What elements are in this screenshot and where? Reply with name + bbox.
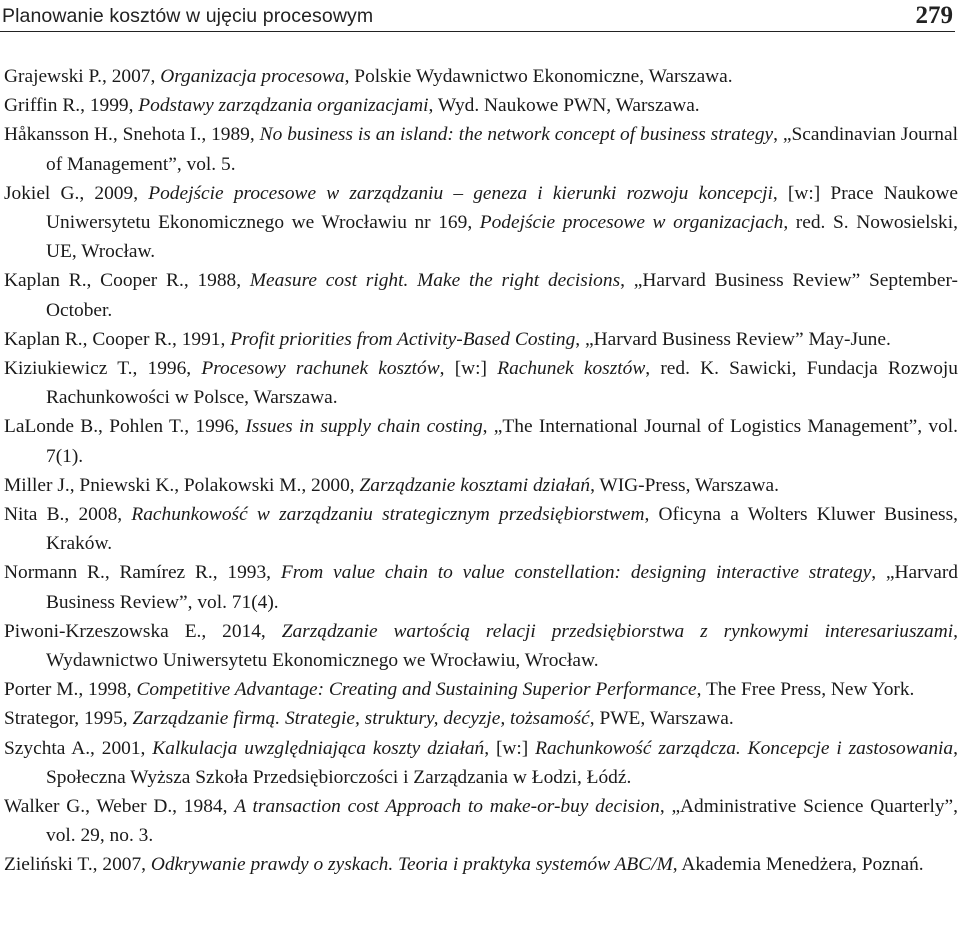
reference-text: Piwoni-Krzeszowska E., 2014, (4, 620, 282, 642)
reference-text: Håkansson H., Snehota I., 1989, (4, 124, 260, 146)
reference-text: , „The International Journal of Logistics Management”, vol. 7(1). (46, 416, 958, 467)
reference-text: , „Harvard Business Review” May-June. (575, 328, 891, 350)
reference-text: , [w:] (439, 358, 498, 380)
reference-text: , „Scandinavian Journal of Management”, vol. 5. (46, 124, 958, 175)
reference-title: Competitive Advantage: Creating and Sustaining Superior Performance (136, 679, 697, 701)
reference-title: Podstawy zarządzania organizacjami (138, 95, 429, 117)
reference-entry (0, 471, 958, 500)
reference-text: Kaplan R., Cooper R., 1991, (4, 328, 231, 350)
reference-text: Zieliński T., 2007, (4, 854, 151, 876)
reference-text: , „Harvard Business Review” September-October. (46, 270, 959, 321)
reference-text: Walker G., Weber D., 1984, (4, 796, 235, 818)
reference-title: From value chain to value constellation: designing interactive strategy (280, 562, 872, 584)
reference-text: , Wydawnictwo Uniwersytetu Ekonomicznego we Wrocławiu, Wrocław. (46, 620, 958, 672)
reference-entry (0, 325, 958, 354)
reference-text: , Wyd. Naukowe PWN, Warszawa. (428, 95, 700, 117)
reference-text: Szychta A., 2001, (4, 737, 153, 759)
reference-entry (0, 179, 958, 267)
reference-entry (0, 850, 958, 879)
reference-entry (0, 617, 958, 675)
reference-title: Podejście procesowe w organizacjach (479, 212, 784, 234)
page-header (0, 0, 955, 32)
reference-title: No business is an island: the network concept of business strategy (259, 124, 774, 146)
reference-entry (0, 734, 958, 792)
reference-title: Rachunek kosztów (497, 358, 646, 380)
reference-title: Zarządzanie kosztami działań (359, 474, 591, 496)
reference-text: Strategor, 1995, (4, 708, 133, 730)
page-number: 279 (915, 2, 953, 29)
reference-entry (0, 120, 958, 178)
reference-title: Odkrywanie prawdy o zyskach. Teoria i praktyka systemów ABC/M (150, 854, 673, 876)
reference-text: , „Administrative Science Quarterly”, vol. 29, no. 3. (46, 796, 958, 847)
reference-entry (0, 412, 958, 470)
reference-title: Zarządzanie wartością relacji przedsiębiorstwa z rynkowymi interesariuszami (281, 620, 954, 642)
reference-text: , [w:] Prace Naukowe Uniwersytetu Ekonomicznego we Wrocławiu nr 169, (46, 182, 958, 234)
reference-text: , The Free Press, New York. (696, 679, 915, 701)
reference-text: Miller J., Pniewski K., Polakowski M., 2000, (4, 474, 360, 496)
reference-text: , Akademia Menedżera, Poznań. (672, 854, 924, 876)
reference-text: , red. K. Sawicki, Fundacja Rozwoju Rachunkowości w Polsce, Warszawa. (46, 358, 958, 409)
reference-text: LaLonde B., Pohlen T., 1996, (4, 416, 246, 438)
reference-title: Rachunkowość w zarządzaniu strategicznym przedsiębiorstwem (131, 504, 645, 526)
reference-entry (0, 704, 958, 733)
reference-text: , red. S. Nowosielski, UE, Wrocław. (46, 212, 958, 263)
reference-title: Zarządzanie firmą. Strategie, struktury, decyzje, tożsamość (132, 708, 590, 730)
reference-title: Issues in supply chain costing (245, 416, 483, 438)
reference-title: Procesowy rachunek kosztów (201, 358, 440, 380)
reference-text: , WIG-Press, Warszawa. (590, 474, 779, 496)
reference-text: Kiziukiewicz T., 1996, (4, 358, 202, 380)
reference-title: Organizacja procesowa (160, 66, 345, 87)
reference-entry (0, 675, 958, 704)
reference-text: Kaplan R., Cooper R., 1988, (4, 270, 250, 292)
reference-entry (0, 500, 958, 558)
reference-text: Grajewski P., 2007, (4, 66, 161, 87)
reference-text: Nita B., 2008, (4, 504, 132, 526)
reference-text: , Polskie Wydawnictwo Ekonomiczne, Warszawa. (344, 66, 733, 87)
reference-text: Normann R., Ramírez R., 1993, (4, 562, 281, 584)
reference-entry (0, 558, 958, 616)
reference-text: Jokiel G., 2009, (4, 182, 149, 204)
reference-title: Rachunkowość zarządcza. Koncepcje i zastosowania (535, 737, 954, 759)
reference-text: , [w:] (484, 737, 536, 759)
reference-title: Measure cost right. Make the right decisions (249, 270, 621, 292)
reference-title: Kalkulacja uwzględniająca koszty działań (152, 737, 485, 759)
reference-list (0, 62, 958, 880)
reference-text: , „Harvard Business Review”, vol. 71(4). (46, 562, 958, 613)
reference-text: , PWE, Warszawa. (589, 708, 734, 730)
running-title: Planowanie kosztów w ujęciu procesowym (2, 5, 374, 27)
reference-text: , Społeczna Wyższa Szkoła Przedsiębiorczości i Zarządzania w Łodzi, Łódź. (46, 737, 958, 788)
reference-text: Porter M., 1998, (4, 679, 137, 701)
reference-entry (0, 354, 958, 412)
reference-entry (0, 792, 958, 850)
reference-text: , Oficyna a Wolters Kluwer Business, Kraków. (46, 504, 958, 555)
reference-title: Podejście procesowe w zarządzaniu – geneza i kierunki rozwoju koncepcji (148, 182, 773, 204)
reference-title: A transaction cost Approach to make-or-buy decision (234, 796, 660, 818)
reference-entry (0, 62, 958, 91)
reference-entry (0, 91, 958, 120)
reference-title: Profit priorities from Activity-Based Costing (230, 328, 576, 350)
reference-entry (0, 266, 958, 324)
reference-text: Griffin R., 1999, (4, 95, 139, 117)
